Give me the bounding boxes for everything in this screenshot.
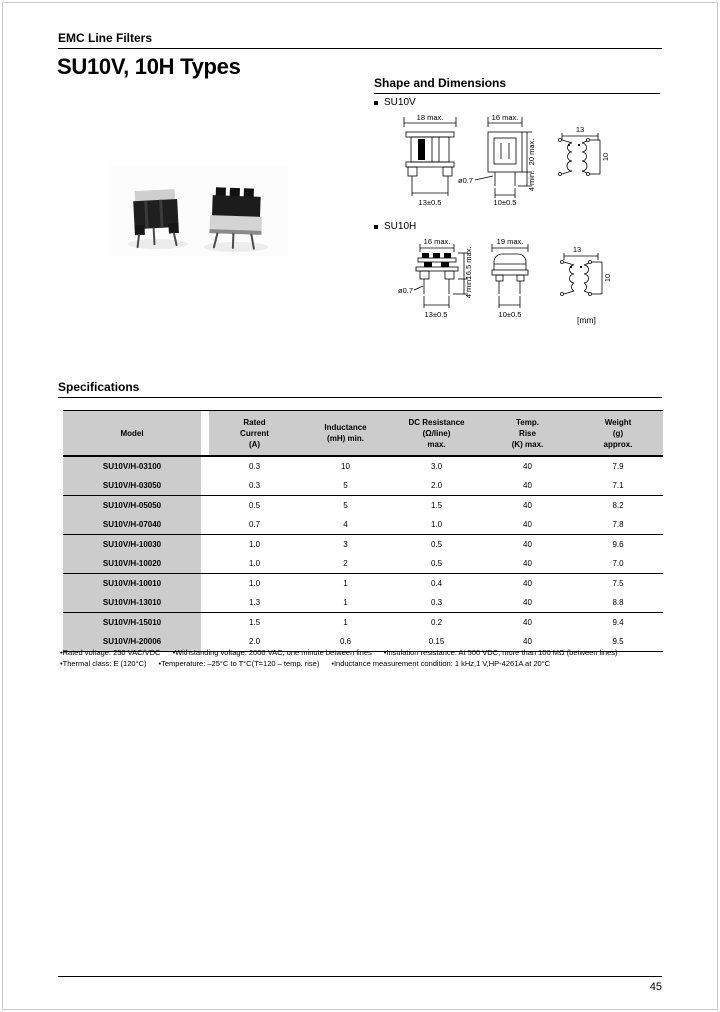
table-row: SU10V/H-03100 0.3 10 3.0 40 7.9 <box>63 456 663 476</box>
dim-lead-length: 4 min. <box>464 277 473 299</box>
dim-side-height: 20 max. <box>527 138 536 166</box>
variant-name: SU10H <box>384 221 417 232</box>
su10h-schematic <box>561 245 613 296</box>
su10h-front-view <box>398 237 473 319</box>
col-header-inductance: Inductance (mH) min. <box>300 411 391 457</box>
unit-note: [mm] <box>577 315 596 325</box>
su10v-schematic <box>559 125 611 176</box>
dim-lead-length: 4 min. <box>527 170 536 192</box>
su10v-dimension-drawing <box>388 110 640 218</box>
column-gap <box>201 411 209 457</box>
schematic-width: 13 <box>572 245 582 254</box>
col-header-temp-rise: Temp. Rise (K) max. <box>482 411 573 457</box>
su10h-dimension-drawing <box>372 236 640 332</box>
su10v-front-view <box>404 113 456 207</box>
shape-section-heading: Shape and Dimensions <box>374 76 660 94</box>
schematic-height: 10 <box>603 273 612 283</box>
schematic-height: 10 <box>601 152 610 162</box>
dim-front-pins: 13±0.5 <box>424 310 448 319</box>
table-row: SU10V/H-10010 1.0 1 0.4 40 7.5 <box>63 574 663 594</box>
specs-section-heading: Specifications <box>58 380 662 398</box>
dim-lead-diameter: ø0.7 <box>398 286 414 295</box>
variant-label-su10h <box>374 221 416 232</box>
table-row: SU10V/H-10030 1.0 3 0.5 40 9.6 <box>63 535 663 555</box>
table-header-row <box>63 411 663 457</box>
table-row: SU10V/H-15010 1.5 1 0.2 40 9.4 <box>63 613 663 633</box>
table-row: SU10V/H-07040 0.7 4 1.0 40 7.8 <box>63 515 663 535</box>
variant-name: SU10V <box>384 97 416 108</box>
page-number: 45 <box>649 981 662 993</box>
table-row: SU10V/H-05050 0.5 5 1.5 40 8.2 <box>63 496 663 516</box>
model-cell: SU10V/H-13010 <box>63 593 201 613</box>
model-cell: SU10V/H-10030 <box>63 535 201 555</box>
table-row: SU10V/H-20006 2.0 0.6 0.15 40 9.5 <box>63 632 663 652</box>
dim-side-width: 19 max. <box>496 237 524 246</box>
specifications-table-wrap <box>63 410 663 652</box>
footnote-line-2: •Thermal class: E (120°C) •Temperature: –25°C to T°C(T=120 – temp. rise) •Inductance measurement condition: 1 kHz,1 V,HP-4261A at 20°C <box>60 659 551 668</box>
dim-side-pins: 10±0.5 <box>498 310 522 319</box>
specifications-table <box>63 410 663 652</box>
category-heading: EMC Line Filters <box>58 31 662 49</box>
page-title: SU10V, 10H Types <box>57 54 241 79</box>
variant-label-su10v <box>374 97 416 108</box>
model-cell: SU10V/H-10020 <box>63 554 201 574</box>
model-cell: SU10V/H-05050 <box>63 496 201 516</box>
col-header-rated-current: Rated Current (A) <box>209 411 300 457</box>
dim-front-width: 18 max. <box>416 113 444 122</box>
model-cell: SU10V/H-07040 <box>63 515 201 535</box>
square-bullet-icon <box>374 225 378 229</box>
col-header-dc-resistance: DC Resistance (Ω/line) max. <box>391 411 482 457</box>
dim-front-pins: 13±0.5 <box>418 198 442 207</box>
col-header-weight: Weight (g) approx. <box>573 411 663 457</box>
footnote-line-1: •Rated voltage: 250 VAC/VDC •Withstanding voltage: 2000 VAC, one minute between lines •Insulation resistance: At 500 VDC, more than 100 MΩ (between lines) <box>60 648 618 657</box>
model-cell: SU10V/H-03050 <box>63 476 201 496</box>
dim-front-width: 16 max. <box>423 237 451 246</box>
model-cell: SU10V/H-20006 <box>63 632 201 652</box>
table-row: SU10V/H-10020 1.0 2 0.5 40 7.0 <box>63 554 663 574</box>
table-footnotes <box>60 647 700 669</box>
dim-lead-diameter: ø0.7 <box>458 176 474 185</box>
model-cell: SU10V/H-03100 <box>63 456 201 476</box>
su10v-side-view <box>458 113 536 207</box>
product-photo <box>108 166 288 256</box>
model-cell: SU10V/H-10010 <box>63 574 201 594</box>
square-bullet-icon <box>374 101 378 105</box>
dim-front-height: 16.5 max. <box>464 246 473 280</box>
model-cell: SU10V/H-15010 <box>63 613 201 633</box>
dim-side-pins: 10±0.5 <box>493 198 517 207</box>
schematic-width: 13 <box>575 125 585 134</box>
col-header-model: Model <box>63 411 201 457</box>
table-row: SU10V/H-03050 0.3 5 2.0 40 7.1 <box>63 476 663 496</box>
table-row: SU10V/H-13010 1.3 1 0.3 40 8.8 <box>63 593 663 613</box>
su10h-side-view <box>492 237 528 319</box>
footer-rule <box>58 976 662 977</box>
dim-side-width: 16 max. <box>491 113 519 122</box>
